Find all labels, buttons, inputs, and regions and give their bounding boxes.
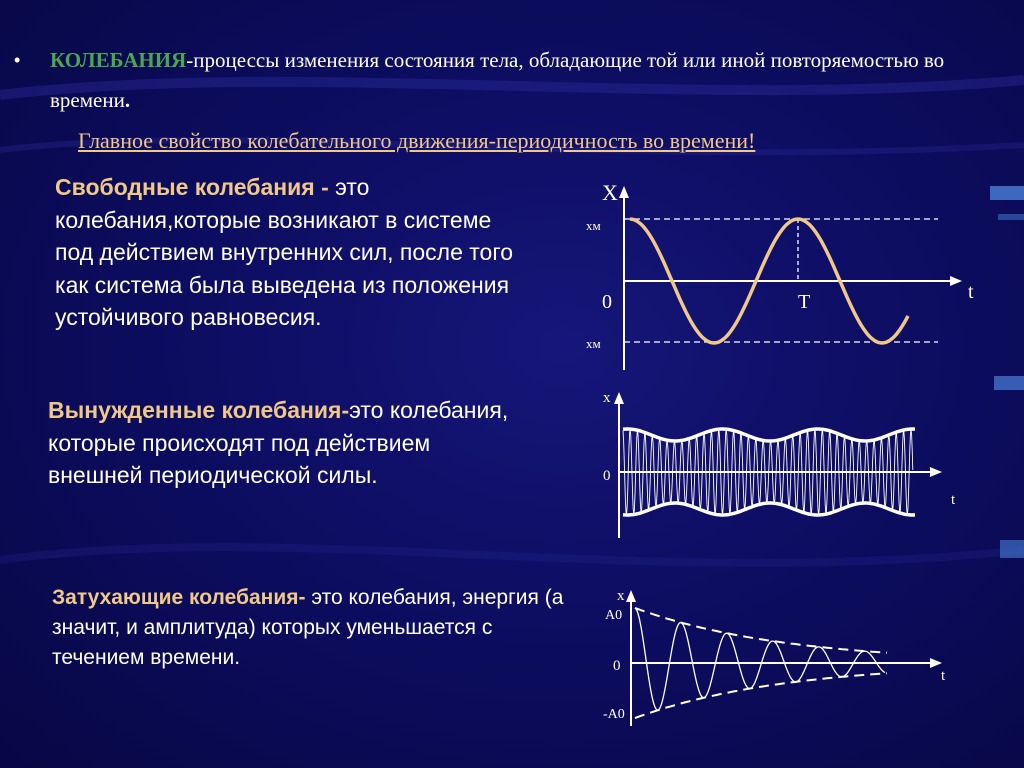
intro-end: . xyxy=(124,88,131,112)
forced-term: Вынужденные колебания- xyxy=(48,397,350,423)
graph1-x-label: t xyxy=(968,281,974,303)
free-oscillations-definition xyxy=(55,171,525,334)
graph1-origin-label: 0 xyxy=(602,291,612,313)
bullet-icon: • xyxy=(14,50,21,70)
graph1-y-arrow-icon xyxy=(619,186,629,198)
graph2-upper-envelope xyxy=(623,429,915,441)
graph2-y-label: x xyxy=(603,390,611,406)
intro-term: КОЛЕБАНИЯ xyxy=(50,48,187,72)
damped-oscillation-graph xyxy=(595,586,975,736)
graph3-lower-envelope xyxy=(635,673,887,718)
free-term: Свободные колебания - xyxy=(55,174,329,200)
damped-text: это колебания, энергия (а значит, и амплитуда) которых уменьшается с течением времени. xyxy=(52,586,564,669)
damped-term: Затухающие колебания- xyxy=(52,586,306,609)
graph3-y-arrow-icon xyxy=(626,590,636,602)
graph1-xm-bottom-label: хм xyxy=(586,336,601,351)
graph3-origin-label: 0 xyxy=(613,658,621,674)
forced-text: это колебания, которые происходят под действием внешней периодической силы. xyxy=(48,397,509,488)
intro-text: -процессы изменения состояния тела, обладающие той или иной повторяемостью во времени xyxy=(50,48,945,112)
graph3-damped-curve xyxy=(635,608,885,710)
graph3-neg-a0-label: -A0 xyxy=(603,707,625,722)
intro-definition xyxy=(50,40,970,120)
graph3-a0-label: A0 xyxy=(605,608,623,623)
graph1-period-label: T xyxy=(798,291,811,313)
graph1-x-arrow-icon xyxy=(950,276,962,286)
main-property-heading: Главное свойство колебательного движения-периодичность во времени! xyxy=(78,128,756,153)
graph2-x-label: t xyxy=(951,492,956,508)
graph2-x-arrow-icon xyxy=(930,467,942,477)
free-oscillation-graph xyxy=(580,178,980,378)
graph3-y-label: x xyxy=(617,588,625,604)
graph3-x-arrow-icon xyxy=(930,658,942,668)
graph1-y-label: X xyxy=(602,180,618,205)
graph2-origin-label: 0 xyxy=(603,468,611,484)
graph2-y-arrow-icon xyxy=(614,392,624,404)
damped-oscillations-definition xyxy=(52,583,572,673)
free-text: это колебания,которые возникают в системе под действием внутренних сил, после того как система была выведена из положения устойчивого равновесия. xyxy=(55,174,514,330)
graph2-lower-envelope xyxy=(623,503,915,515)
forced-oscillations-definition xyxy=(48,394,518,492)
graph3-x-label: t xyxy=(941,668,946,684)
forced-oscillation-graph xyxy=(595,388,975,548)
graph1-xm-top-label: хм xyxy=(586,218,601,233)
